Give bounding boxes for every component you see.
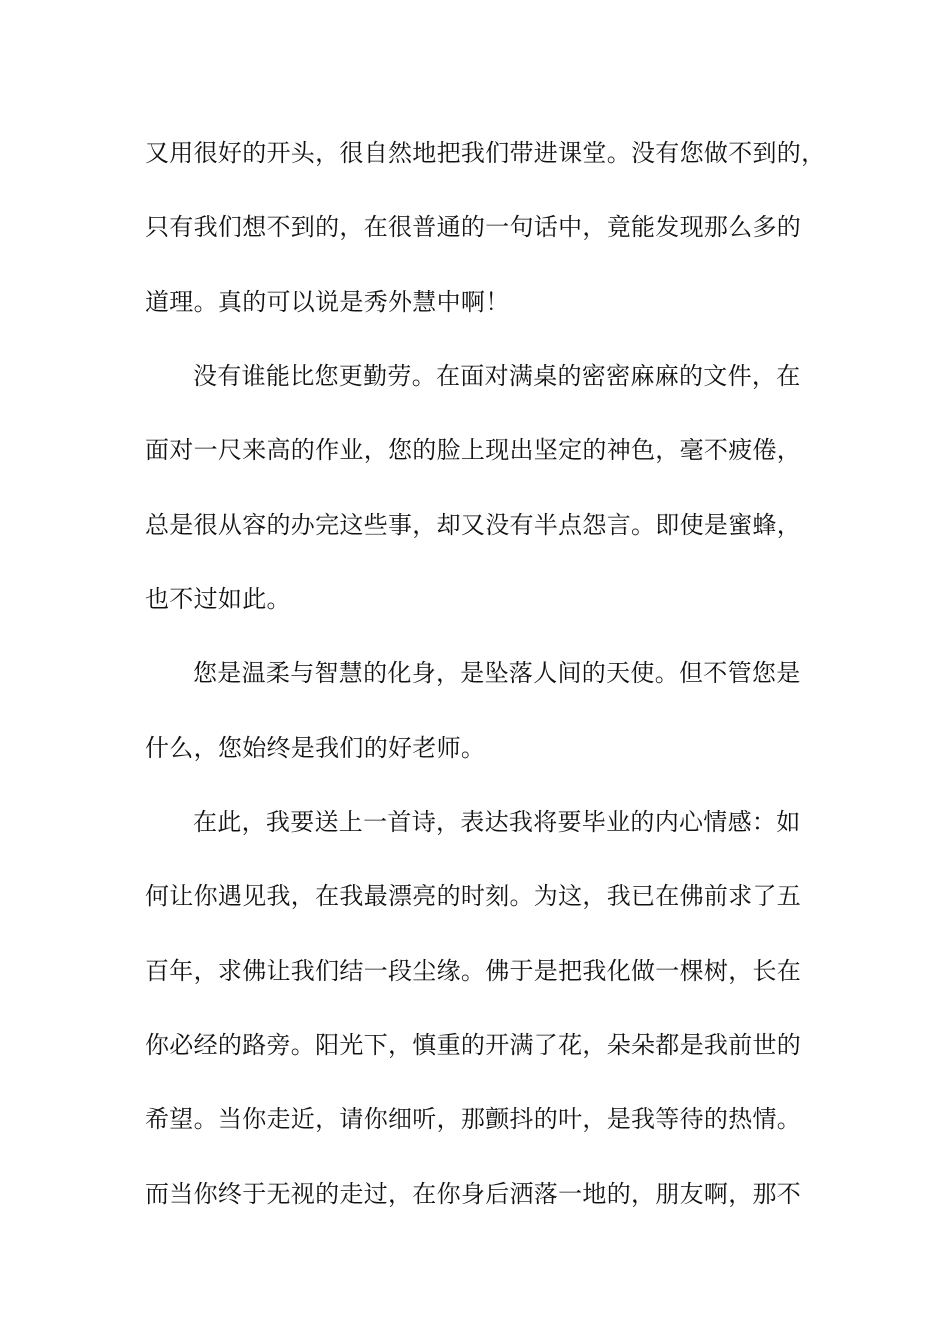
text-line: 什么，您始终是我们的好老师。 xyxy=(145,734,486,762)
paragraph-start-line: 在此，我要送上一首诗，表达我将要毕业的内心情感：如 xyxy=(193,808,801,836)
text-line: 道理。真的可以说是秀外慧中啊！ xyxy=(145,288,510,316)
text-line: 总是很从容的办完这些事，却又没有半点怨言。即使是蜜蜂， xyxy=(145,511,802,539)
text-line: 何让你遇见我，在我最漂亮的时刻。为这，我已在佛前求了五 xyxy=(145,882,802,910)
text-line: 百年，求佛让我们结一段尘缘。佛于是把我化做一棵树，长在 xyxy=(145,957,802,985)
text-line: 希望。当你走近，请你细听，那颤抖的叶，是我等待的热情。 xyxy=(145,1105,802,1133)
text-line: 你必经的路旁。阳光下，慎重的开满了花，朵朵都是我前世的 xyxy=(145,1031,802,1059)
paragraph-start-line: 您是温柔与智慧的化身，是坠落人间的天使。但不管您是 xyxy=(193,659,801,687)
text-line: 只有我们想不到的，在很普通的一句话中，竟能发现那么多的 xyxy=(145,213,802,241)
text-line: 又用很好的开头，很自然地把我们带进课堂。没有您做不到的， xyxy=(145,139,826,167)
text-line: 而当你终于无视的走过，在你身后洒落一地的，朋友啊，那不 xyxy=(145,1180,802,1208)
text-line: 面对一尺来高的作业，您的脸上现出坚定的神色，毫不疲倦， xyxy=(145,436,802,464)
paragraph-start-line: 没有谁能比您更勤劳。在面对满桌的密密麻麻的文件，在 xyxy=(193,362,801,390)
text-line: 也不过如此。 xyxy=(145,585,291,613)
